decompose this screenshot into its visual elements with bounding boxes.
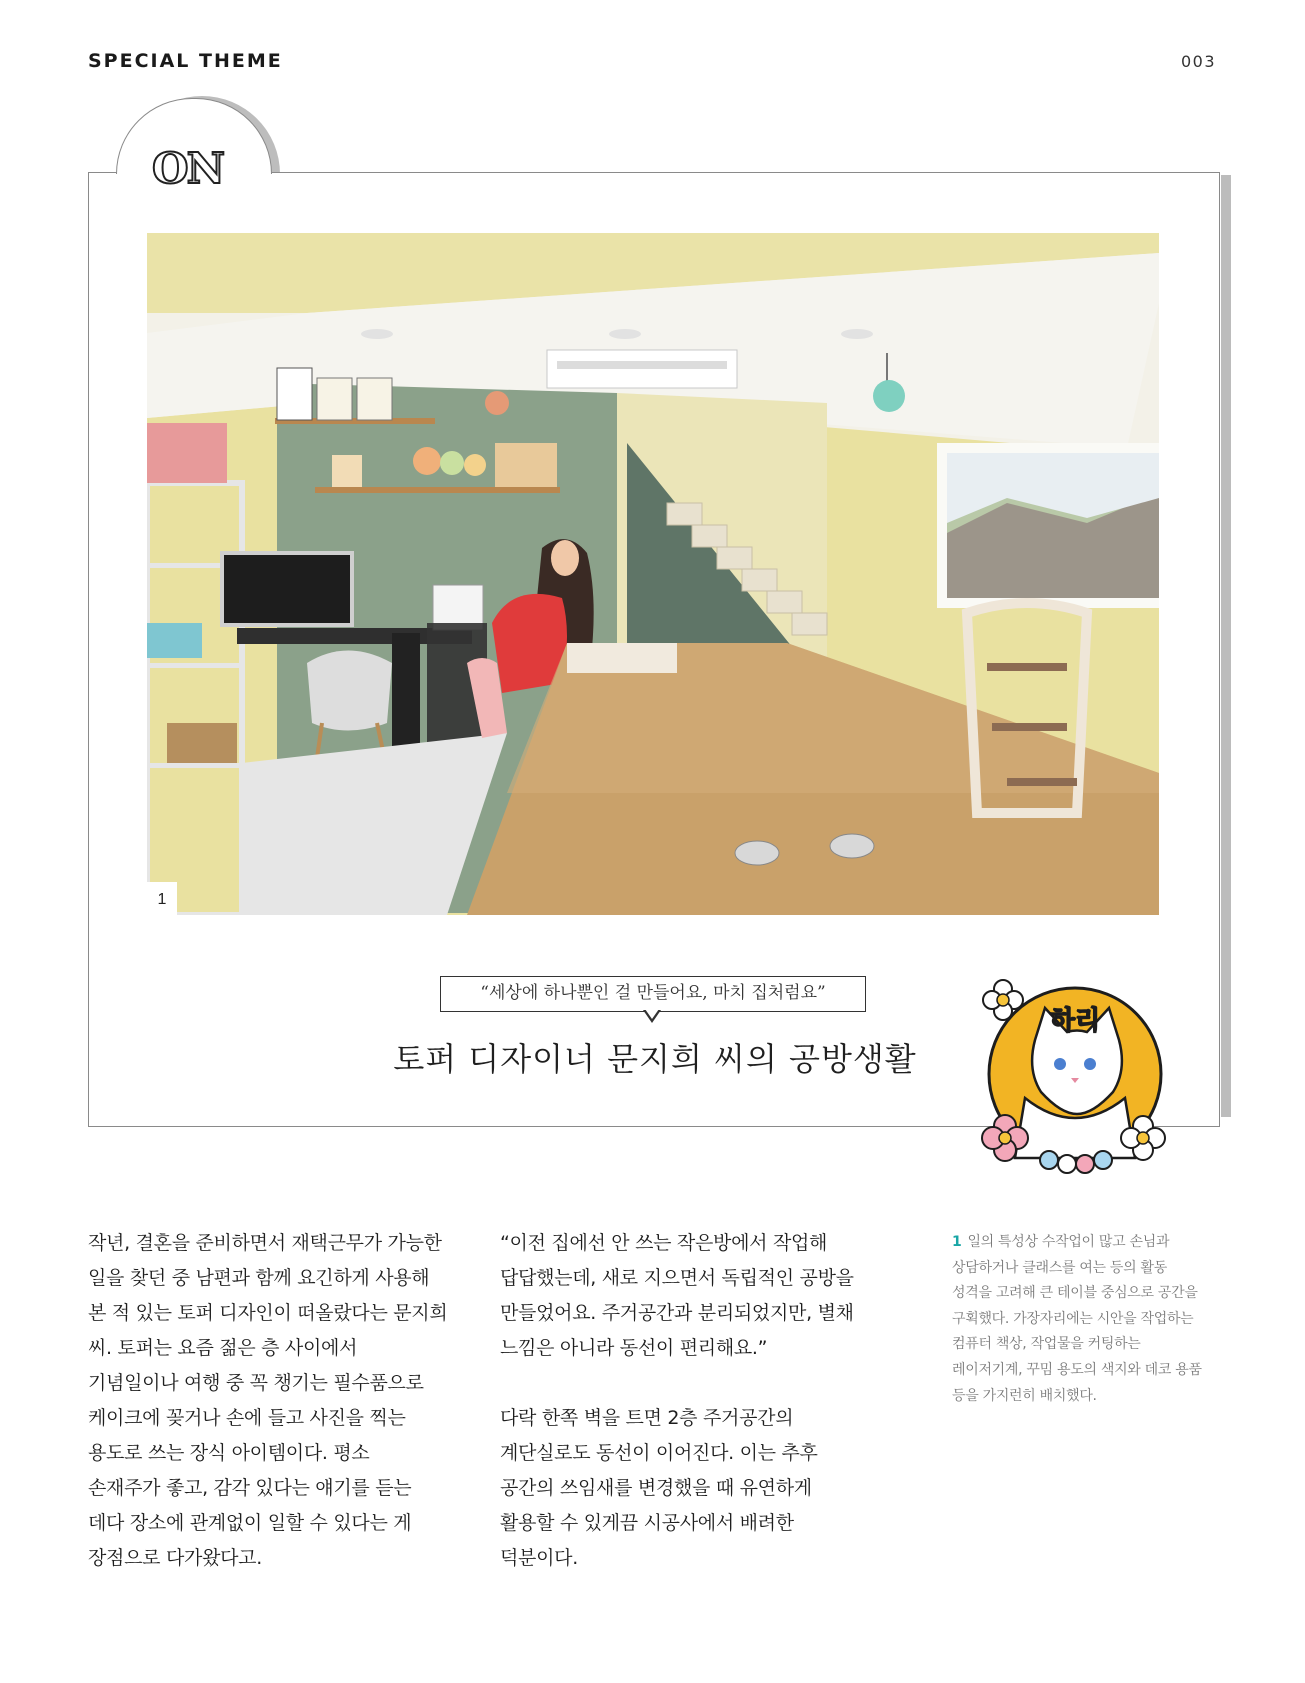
- headline: 토퍼 디자이너 문지희 씨의 공방생활: [393, 1040, 917, 1078]
- body-column-1: 작년, 결혼을 준비하면서 재택근무가 가능한 일을 찾던 중 남편과 함께 요긴하게 사용해 본 적 있는 토퍼 디자인이 떠올랐다는 문지희 씨. 토퍼는 요즘 젊은 층 사이에서 기념일이나 여행 중 꼭 챙기는 필수품으로 케이크에 꽂거나 손에 들고 사진을 찍는 용도로 쓰는 장식 아이템이다. 평소 손재주가 좋고, 감각 있다는 얘기를 듣는 데다 장소에 관계없이 일할 수 있다는 게 장점으로 다가왔다고.: [88, 1232, 448, 1569]
- caption-number: 1: [952, 1234, 962, 1250]
- cat-eye-left-icon: [1054, 1058, 1066, 1070]
- photo-caption: [952, 1230, 1222, 1409]
- mascot-name: 하리: [1049, 1006, 1101, 1036]
- caption-text: 일의 특성상 수작업이 많고 손님과 상담하거나 클래스를 여는 등의 활동 성격을 고려해 큰 테이블 중심으로 공간을 구획했다. 가장자리에는 시안을 작업하는 컴퓨터 책상, 작업물을 커팅하는 레이저기계, 꾸밈 용도의 색지와 데코 용품 등을 가지런히 배치했다.: [952, 1234, 1202, 1404]
- feature-photo: [147, 233, 1159, 915]
- mascot-badge: [965, 978, 1185, 1188]
- body-column-2: “이전 집에선 안 쓰는 작은방에서 작업해 답답했는데, 새로 지으면서 독립적인 공방을 만들었어요. 주거공간과 분리되었지만, 별채 느낌은 아니라 동선이 편리해요.” 다락 한쪽 벽을 트면 2층 주거공간의 계단실로도 동선이 이어진다. 이는 추후 공간의 쓰임새를 변경했을 때 유연하게 활용할 수 있게끔 시공사에서 배려한 덕분이다.: [500, 1232, 854, 1569]
- cat-eye-right-icon: [1084, 1058, 1096, 1070]
- card-shadow: [1221, 175, 1231, 1117]
- quote-pointer-inner: [645, 1009, 659, 1019]
- photo-number: 1: [147, 882, 177, 915]
- section-label: SPECIAL THEME: [88, 50, 283, 72]
- page-number: 003: [1180, 52, 1216, 71]
- quote-box: “세상에 하나뿐인 걸 만들어요, 마치 집처럼요”: [440, 976, 866, 1012]
- tab-label: ON: [152, 144, 223, 193]
